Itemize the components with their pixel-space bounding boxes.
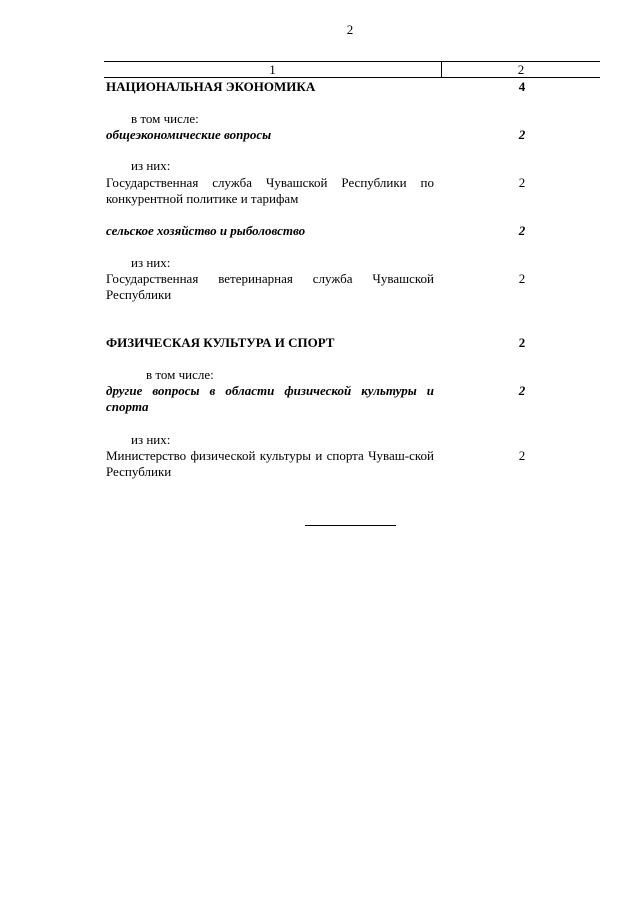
of-them-label: из них: (131, 255, 171, 270)
item-value: 2 (518, 175, 526, 190)
subsection-name: другие вопросы в области физической культуры и спорта (106, 383, 434, 414)
section-title: НАЦИОНАЛЬНАЯ ЭКОНОМИКА (106, 79, 316, 94)
item-value: 2 (518, 271, 526, 286)
subsection-value: 2 (518, 383, 526, 398)
including-label: в том числе: (146, 367, 214, 382)
item-name: Государственная служба Чувашской Республики по конкурентной политике и тарифам (106, 175, 434, 206)
item-value: 2 (518, 448, 526, 463)
of-them-label: из них: (131, 432, 171, 447)
subsection-name: общеэкономические вопросы (106, 127, 272, 142)
item-name: Министерство физической культуры и спорта Чуваш-ской Республики (106, 448, 434, 479)
section-title-value: 4 (518, 79, 526, 94)
end-of-document-rule (305, 525, 396, 526)
item-name: Государственная ветеринарная служба Чувашской Республики (106, 271, 434, 302)
including-label: в том числе: (131, 111, 199, 126)
table-header-col2: 2 (517, 62, 525, 77)
page-number: 2 (346, 22, 354, 37)
subsection-name: сельское хозяйство и рыболовство (106, 223, 306, 238)
subsection-value: 2 (518, 127, 526, 142)
section-title-value: 2 (518, 335, 526, 350)
table-header-row (104, 61, 600, 78)
subsection-value: 2 (518, 223, 526, 238)
of-them-label: из них: (131, 158, 171, 173)
section-title: ФИЗИЧЕСКАЯ КУЛЬТУРА И СПОРТ (106, 335, 335, 350)
table-header-col1: 1 (104, 62, 442, 77)
